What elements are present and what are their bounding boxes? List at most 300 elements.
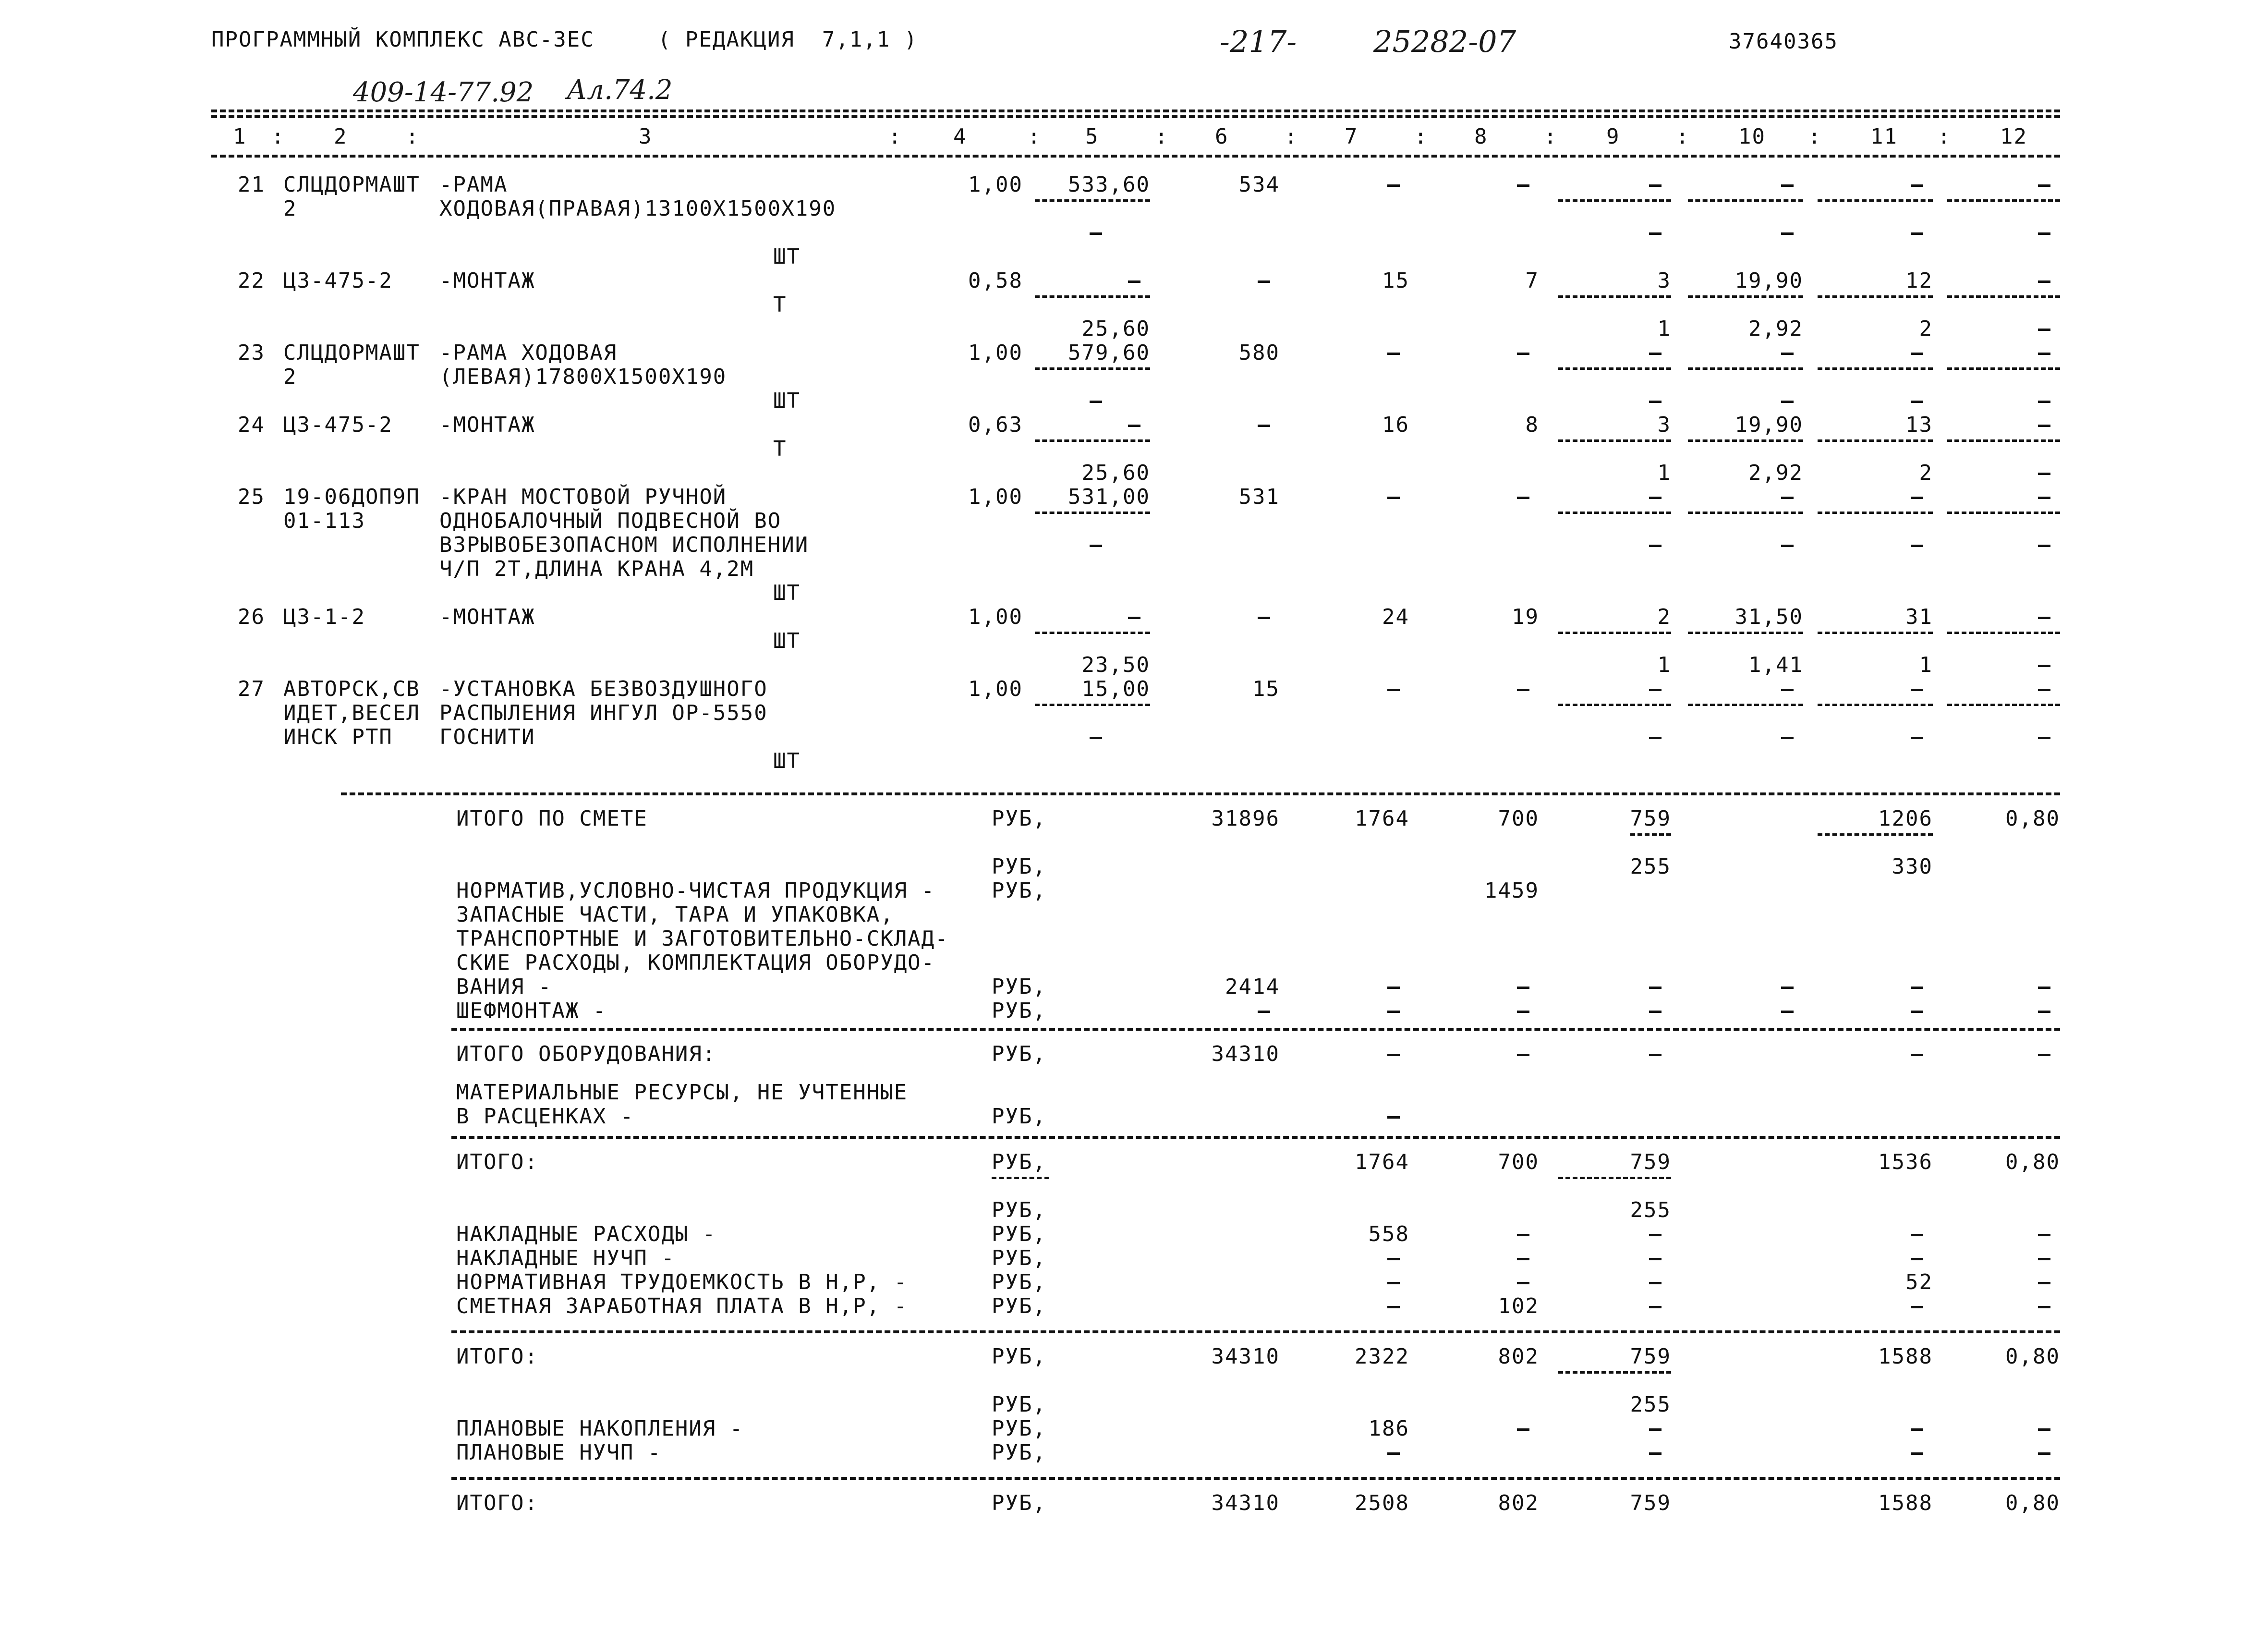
rub-label: РУБ, — [992, 1222, 1046, 1246]
normativ-text: ШЕФМОНТАЖ - — [456, 999, 607, 1023]
row-number: 24 — [238, 413, 265, 437]
col10-subline — [1688, 367, 1803, 370]
col9-subline — [1558, 199, 1671, 202]
rub-label: РУБ, — [992, 878, 1046, 903]
dash-cell — [1387, 1306, 1400, 1308]
col5-subline — [1035, 632, 1150, 634]
page-number: -217- — [1220, 24, 1297, 59]
dash-cell — [1387, 1054, 1400, 1056]
col9-value — [1649, 497, 1662, 499]
dash-cell — [1911, 1054, 1923, 1056]
column-header-8: 8 — [1474, 124, 1488, 149]
item-quantity: 0,63 — [968, 413, 1023, 437]
overhead-col8: 102 — [1498, 1294, 1539, 1318]
column-header-10: 10 — [1738, 124, 1766, 149]
col11-subline — [1818, 704, 1933, 706]
itogo2-col9-subline — [1558, 1371, 1671, 1374]
col6-value: 580 — [1238, 341, 1280, 365]
dash-cell — [1781, 1011, 1794, 1013]
col11-second-value: 2 — [1919, 317, 1933, 341]
item-description: -МОНТАЖ — [439, 268, 535, 293]
col12-value — [2038, 617, 2050, 619]
dash-cell — [1258, 1011, 1270, 1013]
col10-subline — [1688, 704, 1803, 706]
rub-label: РУБ, — [992, 1440, 1046, 1465]
col6-value: 531 — [1238, 485, 1280, 509]
dash-cell — [2038, 1054, 2050, 1056]
dash-cell — [1911, 1452, 1923, 1455]
col12-value — [2038, 353, 2050, 355]
item-unit: Т — [773, 437, 787, 461]
col6-value: 15 — [1252, 677, 1280, 701]
col5-value — [1128, 280, 1140, 283]
col9-value: 3 — [1657, 413, 1671, 437]
dash-cell — [1911, 1011, 1923, 1013]
item-unit: ШТ — [773, 389, 800, 413]
col5-value: 531,00 — [1068, 485, 1150, 509]
item-code: 19-06ДОП9П — [283, 485, 420, 509]
col11-subline — [1818, 439, 1933, 442]
smeta-col8: 700 — [1498, 806, 1539, 831]
rub-label: РУБ, — [992, 1491, 1046, 1515]
item-description: ХОДОВАЯ(ПРАВАЯ)13100Х1500Х190 — [439, 196, 837, 221]
col12-subline — [1947, 632, 2060, 634]
itogo2-col6: 34310 — [1211, 1344, 1280, 1369]
dash-cell — [1517, 1234, 1529, 1236]
col10-subline — [1688, 632, 1803, 634]
plan-text: ПЛАНОВЫЕ НАКОПЛЕНИЯ - — [456, 1416, 744, 1441]
dash-cell — [1649, 1306, 1662, 1308]
col12-second-value — [2038, 737, 2050, 739]
col9-value — [1649, 353, 1662, 355]
col10-value: 31,50 — [1734, 605, 1803, 629]
col10-value — [1781, 497, 1794, 499]
item-quantity: 1,00 — [968, 677, 1023, 701]
col11-value: 31 — [1905, 605, 1933, 629]
col7-value: 24 — [1382, 605, 1409, 629]
itogo-rule-3 — [451, 1477, 2060, 1480]
normativ-text: ВАНИЯ - — [456, 975, 552, 999]
col10-second-value: 1,41 — [1748, 653, 1803, 677]
col9-subline — [1558, 439, 1671, 442]
rub-label: РУБ, — [992, 806, 1046, 831]
col12-value — [2038, 689, 2050, 691]
normativ-text: СКИЕ РАСХОДЫ, КОМПЛЕКТАЦИЯ ОБОРУДО- — [456, 950, 935, 975]
itogo2-col12: 0,80 — [2005, 1344, 2060, 1369]
col12-second-value — [2038, 232, 2050, 235]
col8-value: 7 — [1525, 268, 1539, 293]
dash-cell — [1517, 1011, 1529, 1013]
col5-second-value — [1090, 232, 1102, 235]
dash-cell — [2038, 1452, 2050, 1455]
normativ-col8: 1459 — [1484, 878, 1539, 903]
col8-value — [1517, 353, 1529, 355]
col7-value: 16 — [1382, 413, 1409, 437]
item-code: 01-113 — [283, 509, 365, 533]
row-number: 26 — [238, 605, 265, 629]
dash-cell — [1911, 1234, 1923, 1236]
dash-cell — [1911, 1306, 1923, 1308]
item-description: -МОНТАЖ — [439, 605, 535, 629]
equipment-total-label: ИТОГО ОБОРУДОВАНИЯ: — [456, 1042, 716, 1066]
dash-cell — [1517, 1258, 1529, 1260]
column-header-7: 7 — [1345, 124, 1358, 149]
dash-cell — [2038, 1306, 2050, 1308]
col6-value — [1258, 280, 1270, 283]
item-code: 2 — [283, 365, 297, 389]
col10-subline — [1688, 439, 1803, 442]
col12-subline — [1947, 367, 2060, 370]
header-rule-top-2 — [211, 115, 2060, 118]
row-number: 21 — [238, 172, 265, 197]
smeta-col6: 31896 — [1211, 806, 1280, 831]
itogo2-col8: 802 — [1498, 1344, 1539, 1369]
item-description: ОДНОБАЛОЧНЫЙ ПОДВЕСНОЙ ВО — [439, 509, 782, 533]
col12-second-value — [2038, 401, 2050, 403]
smeta-col7: 1764 — [1355, 806, 1409, 831]
col5-value: 15,00 — [1081, 677, 1150, 701]
col6-value: 534 — [1238, 172, 1280, 197]
edition-label: ( РЕДАКЦИЯ 7,1,1 ) — [658, 27, 918, 52]
smeta-col11-second: 330 — [1892, 854, 1933, 879]
column-header-2: 2 — [334, 124, 348, 149]
col12-second-value — [2038, 473, 2050, 475]
col12-subline — [1947, 704, 2060, 706]
album-reference: Ал.74.2 — [567, 74, 673, 106]
item-code: ЦЗ-1-2 — [283, 605, 365, 629]
column-header-9: 9 — [1606, 124, 1620, 149]
rub-label: РУБ, — [992, 1270, 1046, 1294]
column-separator: : — [406, 124, 420, 149]
col10-subline — [1688, 199, 1803, 202]
item-description: Ч/П 2Т,ДЛИНА КРАНА 4,2М — [439, 557, 754, 581]
item-description: РАСПЫЛЕНИЯ ИНГУЛ ОР-5550 — [439, 701, 768, 725]
itogo1-col9-second: 255 — [1630, 1198, 1671, 1222]
overhead-col11: 52 — [1905, 1270, 1933, 1294]
overhead-text: СМЕТНАЯ ЗАРАБОТНАЯ ПЛАТА В Н,Р, - — [456, 1294, 908, 1318]
column-header-12: 12 — [2000, 124, 2027, 149]
rub-subline — [992, 1177, 1049, 1179]
col11-subline — [1818, 367, 1933, 370]
col5-value: 579,60 — [1068, 341, 1150, 365]
col5-subline — [1035, 439, 1150, 442]
normativ-text: ТРАНСПОРТНЫЕ И ЗАГОТОВИТЕЛЬНО-СКЛАД- — [456, 926, 949, 951]
column-separator: : — [1676, 124, 1690, 149]
col11-subline — [1818, 632, 1933, 634]
item-quantity: 1,00 — [968, 172, 1023, 197]
header-rule-bottom — [211, 155, 2060, 158]
col11-second-value: 2 — [1919, 461, 1933, 485]
col5-second-value: 25,60 — [1081, 461, 1150, 485]
dash-cell — [1649, 1258, 1662, 1260]
col10-value — [1781, 353, 1794, 355]
col12-subline — [1947, 512, 2060, 514]
col10-second-value — [1781, 401, 1794, 403]
dash-cell — [1911, 1428, 1923, 1431]
dash-cell — [2038, 1234, 2050, 1236]
dash-cell — [1649, 1011, 1662, 1013]
col11-second-value — [1911, 232, 1923, 235]
itogo-label: ИТОГО: — [456, 1491, 538, 1515]
item-quantity: 1,00 — [968, 485, 1023, 509]
col9-subline — [1558, 367, 1671, 370]
col8-value — [1517, 497, 1529, 499]
smeta-col11: 1206 — [1878, 806, 1933, 831]
rub-label: РУБ, — [992, 1104, 1046, 1129]
item-code: ИНСК РТП — [283, 725, 393, 749]
overhead-text: НОРМАТИВНАЯ ТРУДОЕМКОСТЬ В Н,Р, - — [456, 1270, 908, 1294]
rub-label: РУБ, — [992, 1198, 1046, 1222]
itogo3-col7: 2508 — [1355, 1491, 1409, 1515]
col10-value — [1781, 184, 1794, 187]
col5-second-value — [1090, 401, 1102, 403]
col12-value — [2038, 280, 2050, 283]
col5-second-value — [1090, 545, 1102, 547]
dash-cell — [1387, 1282, 1400, 1284]
itogo1-col7: 1764 — [1355, 1150, 1409, 1174]
row-number: 22 — [238, 268, 265, 293]
col11-second-value — [1911, 737, 1923, 739]
smeta-col9-subline — [1630, 833, 1671, 836]
program-title: ПРОГРАММНЫЙ КОМПЛЕКС АВС-ЗЕС — [211, 27, 594, 52]
itogo3-col12: 0,80 — [2005, 1491, 2060, 1515]
totals-rule — [341, 792, 2060, 795]
itogo3-col9: 759 — [1630, 1491, 1671, 1515]
dash-cell — [1517, 1054, 1529, 1056]
col12-subline — [1947, 199, 2060, 202]
itogo2-col11: 1588 — [1878, 1344, 1933, 1369]
dash-cell — [1649, 1428, 1662, 1431]
col11-value: 12 — [1905, 268, 1933, 293]
dash-cell — [2038, 1428, 2050, 1431]
col5-second-value — [1090, 737, 1102, 739]
dash-cell — [1387, 987, 1400, 989]
itogo-label: ИТОГО: — [456, 1344, 538, 1369]
col5-subline — [1035, 367, 1150, 370]
itogo-rule-2 — [451, 1330, 2060, 1333]
col5-subline — [1035, 512, 1150, 514]
col11-value — [1911, 689, 1923, 691]
dash-cell — [1649, 1282, 1662, 1284]
item-unit: ШТ — [773, 581, 800, 605]
dash-cell — [1649, 1054, 1662, 1056]
item-description: -РАМА — [439, 172, 508, 197]
item-unit: ШТ — [773, 629, 800, 653]
col10-second-value — [1781, 232, 1794, 235]
col11-value — [1911, 353, 1923, 355]
smeta-col11-subline — [1818, 833, 1933, 836]
col12-second-value — [2038, 329, 2050, 331]
col12-second-value — [2038, 545, 2050, 547]
col11-subline — [1818, 199, 1933, 202]
col12-value — [2038, 425, 2050, 427]
dash-cell — [2038, 987, 2050, 989]
col10-subline — [1688, 295, 1803, 298]
col7-value: 15 — [1382, 268, 1409, 293]
col6-value — [1258, 617, 1270, 619]
col7-value — [1387, 353, 1400, 355]
itogo1-col11: 1536 — [1878, 1150, 1933, 1174]
col10-value: 19,90 — [1734, 413, 1803, 437]
col9-value: 2 — [1657, 605, 1671, 629]
col10-second-value: 2,92 — [1748, 461, 1803, 485]
col5-second-value: 25,60 — [1081, 317, 1150, 341]
item-quantity: 1,00 — [968, 341, 1023, 365]
itogo3-col8: 802 — [1498, 1491, 1539, 1515]
dash-cell — [1387, 1116, 1400, 1119]
col5-value: 533,60 — [1068, 172, 1150, 197]
col11-second-value — [1911, 545, 1923, 547]
col9-second-value: 1 — [1657, 461, 1671, 485]
column-header-3: 3 — [639, 124, 653, 149]
col8-value: 19 — [1512, 605, 1539, 629]
col11-second-value: 1 — [1919, 653, 1933, 677]
col5-value — [1128, 617, 1140, 619]
col12-second-value — [2038, 665, 2050, 667]
smeta-col12: 0,80 — [2005, 806, 2060, 831]
document-code: 37640365 — [1729, 29, 1838, 54]
itogo2-col7: 2322 — [1355, 1344, 1409, 1369]
column-separator: : — [1285, 124, 1298, 149]
rub-label: РУБ, — [992, 1416, 1046, 1441]
col7-value — [1387, 184, 1400, 187]
col10-second-value — [1781, 545, 1794, 547]
col12-subline — [1947, 295, 2060, 298]
col5-value — [1128, 425, 1140, 427]
normativ-text: НОРМАТИВ,УСЛОВНО-ЧИСТАЯ ПРОДУКЦИЯ - — [456, 878, 935, 903]
item-description: ВЗРЫВОБЕЗОПАСНОМ ИСПОЛНЕНИИ — [439, 533, 809, 557]
rub-label: РУБ, — [992, 1392, 1046, 1417]
dash-cell — [1517, 987, 1529, 989]
dash-cell — [1387, 1258, 1400, 1260]
rub-label: РУБ, — [992, 1246, 1046, 1270]
itogo3-col11: 1588 — [1878, 1491, 1933, 1515]
col11-value: 13 — [1905, 413, 1933, 437]
column-separator: : — [888, 124, 902, 149]
col9-second-value: 1 — [1657, 653, 1671, 677]
col10-second-value: 2,92 — [1748, 317, 1803, 341]
item-code: ИДЕТ,ВЕСЕЛ — [283, 701, 420, 725]
dash-cell — [1781, 987, 1794, 989]
itogo1-col9-subline — [1558, 1177, 1671, 1179]
col9-second-value — [1649, 401, 1662, 403]
item-description: -КРАН МОСТОВОЙ РУЧНОЙ — [439, 485, 727, 509]
col10-subline — [1688, 512, 1803, 514]
column-separator: : — [1808, 124, 1822, 149]
project-reference: 409-14-77.92 — [353, 77, 534, 108]
col12-value — [2038, 497, 2050, 499]
col7-value — [1387, 689, 1400, 691]
item-code: ЦЗ-475-2 — [283, 413, 393, 437]
col11-subline — [1818, 512, 1933, 514]
column-header-1: 1 — [233, 124, 247, 149]
dash-cell — [1387, 1011, 1400, 1013]
rub-label: РУБ, — [992, 1294, 1046, 1318]
rub-label: РУБ, — [992, 1042, 1046, 1066]
plan-col7: 186 — [1368, 1416, 1409, 1441]
item-quantity: 0,58 — [968, 268, 1023, 293]
col8-value: 8 — [1525, 413, 1539, 437]
itogo2-col9: 759 — [1630, 1344, 1671, 1369]
col11-value — [1911, 497, 1923, 499]
column-separator: : — [271, 124, 285, 149]
document-number: 25282-07 — [1373, 24, 1516, 59]
row-number: 23 — [238, 341, 265, 365]
rub-label: РУБ, — [992, 999, 1046, 1023]
col9-subline — [1558, 704, 1671, 706]
col8-value — [1517, 184, 1529, 187]
dash-cell — [1911, 1258, 1923, 1260]
dash-cell — [1649, 987, 1662, 989]
item-unit: Т — [773, 292, 787, 317]
dash-cell — [1649, 1234, 1662, 1236]
dash-cell — [1649, 1452, 1662, 1455]
dash-cell — [2038, 1011, 2050, 1013]
itogo1-col8: 700 — [1498, 1150, 1539, 1174]
item-quantity: 1,00 — [968, 605, 1023, 629]
item-description: ГОСНИТИ — [439, 725, 535, 749]
itogo-label: ИТОГО: — [456, 1150, 538, 1174]
rub-label: РУБ, — [992, 1150, 1046, 1174]
column-header-4: 4 — [953, 124, 967, 149]
col11-value — [1911, 184, 1923, 187]
col9-second-value — [1649, 545, 1662, 547]
column-separator: : — [1155, 124, 1169, 149]
smeta-col9: 759 — [1630, 806, 1671, 831]
col9-value: 3 — [1657, 268, 1671, 293]
col9-value — [1649, 689, 1662, 691]
itogo2-col9-second: 255 — [1630, 1392, 1671, 1417]
col9-second-value — [1649, 232, 1662, 235]
rub-label: РУБ, — [992, 854, 1046, 879]
dash-cell — [2038, 1258, 2050, 1260]
materials-text: МАТЕРИАЛЬНЫЕ РЕСУРСЫ, НЕ УЧТЕННЫЕ — [456, 1080, 908, 1105]
column-separator: : — [1938, 124, 1952, 149]
item-unit: ШТ — [773, 749, 800, 773]
col8-value — [1517, 689, 1529, 691]
overhead-text: НАКЛАДНЫЕ НУЧП - — [456, 1246, 675, 1270]
item-code: 2 — [283, 196, 297, 221]
col12-subline — [1947, 439, 2060, 442]
column-header-11: 11 — [1870, 124, 1898, 149]
dash-cell — [1911, 987, 1923, 989]
col11-subline — [1818, 295, 1933, 298]
item-code: СЛЦДОРМАШТ — [283, 341, 420, 365]
overhead-col7: 558 — [1368, 1222, 1409, 1246]
materials-text: В РАСЦЕНКАХ - — [456, 1104, 634, 1129]
item-code: АВТОРСК,СВ — [283, 677, 420, 701]
col5-subline — [1035, 199, 1150, 202]
item-description: (ЛЕВАЯ)17800Х1500Х190 — [439, 365, 727, 389]
column-separator: : — [1028, 124, 1042, 149]
item-description: -УСТАНОВКА БЕЗВОЗДУШНОГО — [439, 677, 768, 701]
col9-second-value: 1 — [1657, 317, 1671, 341]
item-code: СЛЦДОРМАШТ — [283, 172, 420, 197]
col5-second-value: 23,50 — [1081, 653, 1150, 677]
plan-text: ПЛАНОВЫЕ НУЧП - — [456, 1440, 662, 1465]
header-rule-top — [211, 110, 2060, 112]
smeta-col9-second: 255 — [1630, 854, 1671, 879]
item-unit: ШТ — [773, 244, 800, 269]
col5-subline — [1035, 704, 1150, 706]
itogo-rule-1 — [451, 1136, 2060, 1139]
smeta-total-label: ИТОГО ПО СМЕТЕ — [456, 806, 648, 831]
equipment-col6: 2414 — [1225, 975, 1280, 999]
col9-subline — [1558, 295, 1671, 298]
col10-second-value — [1781, 737, 1794, 739]
dash-cell — [1387, 1452, 1400, 1455]
col10-value: 19,90 — [1734, 268, 1803, 293]
